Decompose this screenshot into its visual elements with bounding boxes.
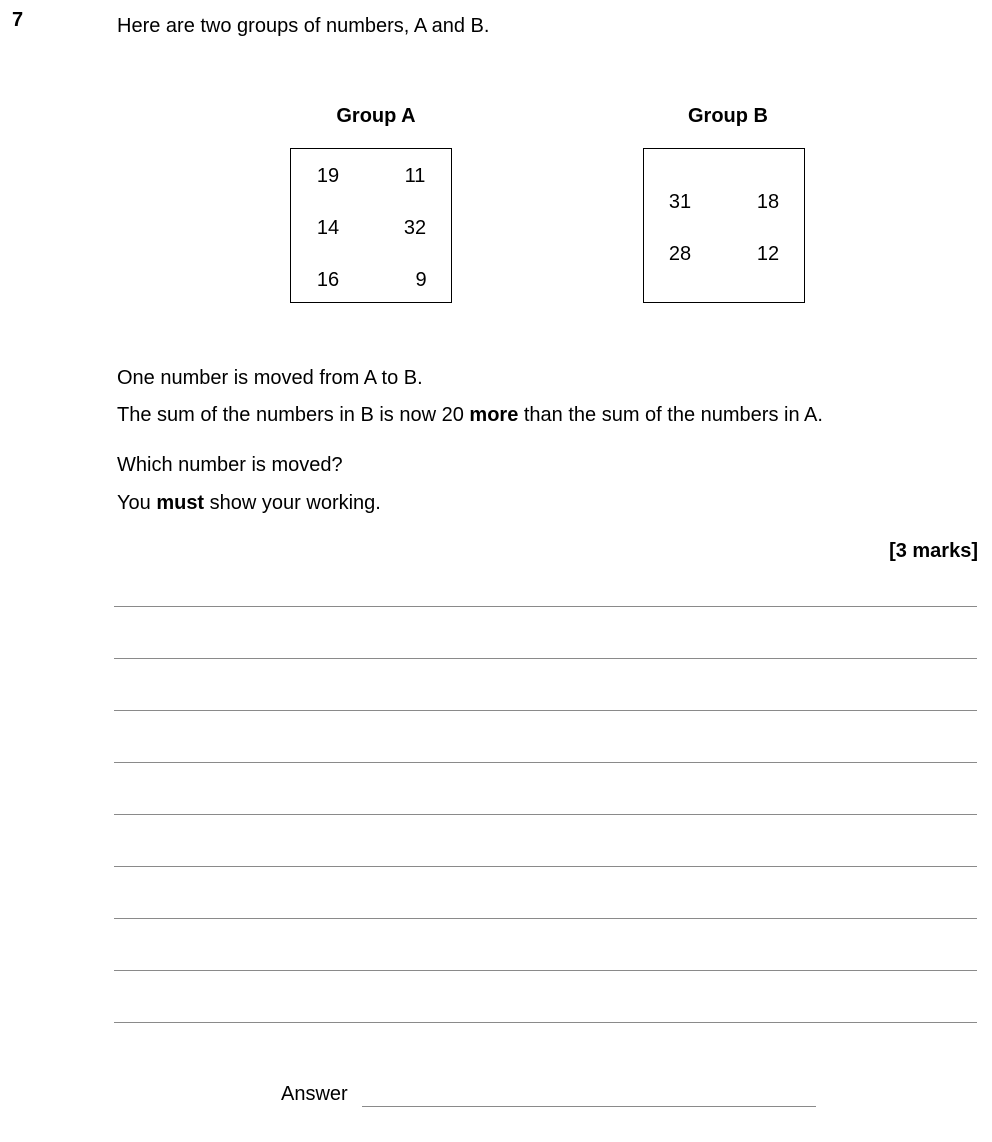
group-a-number: 11 [404, 165, 426, 187]
working-line [114, 606, 977, 607]
question-line-3: Which number is moved? [117, 454, 343, 476]
working-line [114, 866, 977, 867]
question-line-2 [117, 403, 823, 427]
answer-label: Answer [281, 1083, 348, 1105]
group-a-number: 16 [316, 269, 340, 291]
question-line-1: One number is moved from A to B. [117, 367, 423, 389]
emphasis-more: more [469, 404, 519, 426]
emphasis-must: must [156, 492, 205, 514]
working-line [114, 1022, 977, 1023]
group-b-box [643, 148, 805, 303]
question-line-4-end: show your working. [204, 492, 381, 514]
question-line-2-end: than the sum of the numbers in A. [518, 404, 823, 426]
working-line [114, 918, 977, 919]
group-a-label: Group A [336, 105, 416, 127]
answer-line[interactable] [362, 1106, 816, 1107]
group-a-number: 32 [403, 217, 427, 239]
group-a-number: 14 [316, 217, 340, 239]
group-b-label: Group B [688, 105, 768, 127]
working-line [114, 658, 977, 659]
group-b-number: 28 [668, 243, 692, 265]
question-number: 7 [12, 9, 24, 31]
question-line-4-start: You [117, 492, 157, 514]
group-b-number: 18 [756, 191, 780, 213]
working-line [114, 970, 977, 971]
group-a-number: 19 [316, 165, 340, 187]
working-line [114, 814, 977, 815]
marks-label: [3 marks] [889, 540, 978, 562]
group-a-box [290, 148, 452, 303]
group-b-number: 31 [668, 191, 692, 213]
working-line [114, 762, 977, 763]
group-b-number: 12 [756, 243, 780, 265]
question-line-4 [117, 491, 381, 515]
question-line-2-start: The sum of the numbers in B is now 20 [117, 404, 470, 426]
question-intro: Here are two groups of numbers, A and B. [117, 15, 490, 37]
group-a-number: 9 [415, 269, 427, 291]
working-line [114, 710, 977, 711]
